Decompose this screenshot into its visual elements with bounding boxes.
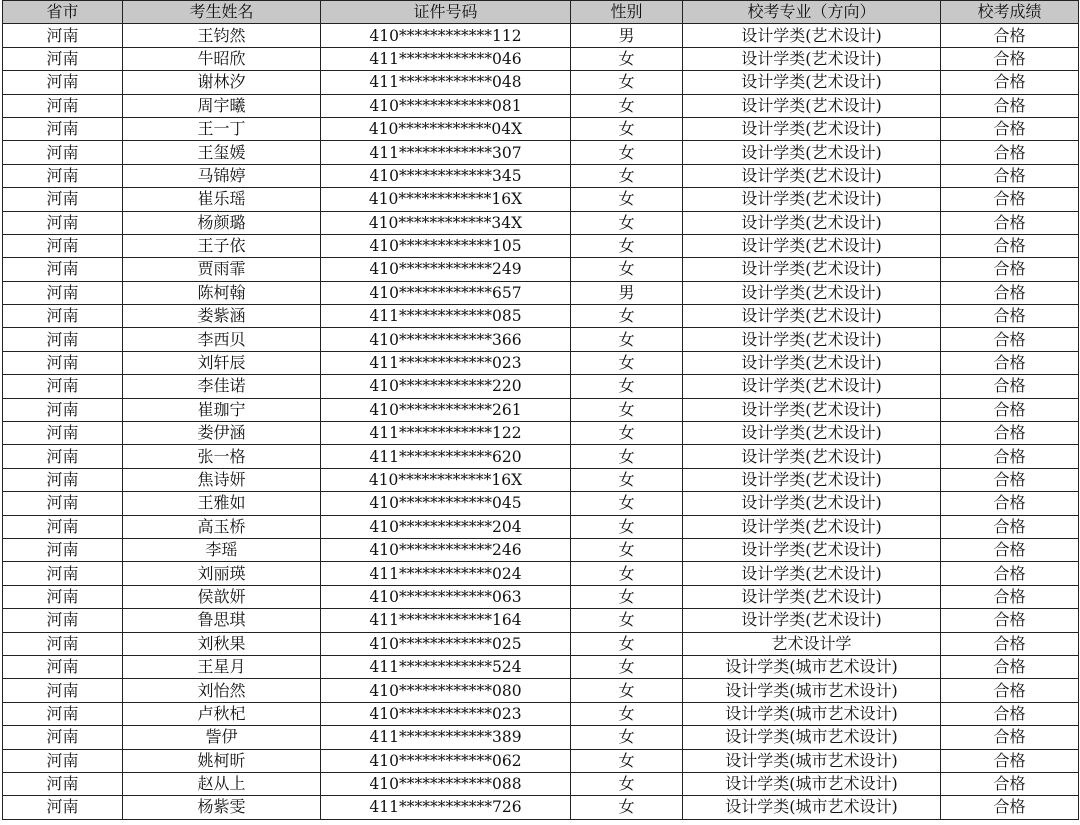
cell-province: 河南 — [3, 422, 123, 445]
cell-gender: 女 — [571, 422, 683, 445]
cell-candidate-name: 高玉桥 — [123, 515, 321, 538]
cell-gender: 女 — [571, 328, 683, 351]
cell-id-number: 410************16X — [321, 188, 571, 211]
cell-score: 合格 — [941, 398, 1079, 421]
table-row — [3, 515, 1079, 538]
cell-id-number: 410************045 — [321, 492, 571, 515]
cell-major: 设计学类(艺术设计) — [683, 141, 941, 164]
cell-gender: 女 — [571, 772, 683, 795]
cell-score: 合格 — [941, 702, 1079, 725]
table-row — [3, 796, 1079, 819]
cell-gender: 女 — [571, 538, 683, 561]
cell-id-number: 411************164 — [321, 609, 571, 632]
table-row — [3, 305, 1079, 328]
cell-gender: 女 — [571, 47, 683, 70]
cell-major: 设计学类(艺术设计) — [683, 375, 941, 398]
cell-score: 合格 — [941, 117, 1079, 140]
cell-candidate-name: 赵从上 — [123, 772, 321, 795]
cell-id-number: 410************062 — [321, 749, 571, 772]
cell-score: 合格 — [941, 305, 1079, 328]
table-row — [3, 609, 1079, 632]
cell-major: 设计学类(艺术设计) — [683, 538, 941, 561]
table-row — [3, 211, 1079, 234]
cell-gender: 女 — [571, 655, 683, 678]
cell-score: 合格 — [941, 679, 1079, 702]
cell-score: 合格 — [941, 351, 1079, 374]
header-candidate-name: 考生姓名 — [123, 1, 321, 24]
table-row — [3, 258, 1079, 281]
cell-score: 合格 — [941, 726, 1079, 749]
table-row — [3, 468, 1079, 491]
cell-gender: 女 — [571, 211, 683, 234]
cell-id-number: 410************366 — [321, 328, 571, 351]
cell-id-number: 411************046 — [321, 47, 571, 70]
cell-score: 合格 — [941, 538, 1079, 561]
table-row — [3, 281, 1079, 304]
cell-province: 河南 — [3, 796, 123, 819]
cell-score: 合格 — [941, 141, 1079, 164]
cell-major: 设计学类(艺术设计) — [683, 305, 941, 328]
cell-gender: 女 — [571, 702, 683, 725]
cell-province: 河南 — [3, 585, 123, 608]
cell-id-number: 411************524 — [321, 655, 571, 678]
cell-gender: 女 — [571, 515, 683, 538]
cell-candidate-name: 鲁思琪 — [123, 609, 321, 632]
cell-province: 河南 — [3, 141, 123, 164]
cell-gender: 女 — [571, 305, 683, 328]
cell-candidate-name: 訾伊 — [123, 726, 321, 749]
cell-candidate-name: 李西贝 — [123, 328, 321, 351]
cell-major: 设计学类(艺术设计) — [683, 234, 941, 257]
cell-major: 设计学类(艺术设计) — [683, 562, 941, 585]
table-row — [3, 632, 1079, 655]
header-score: 校考成绩 — [941, 1, 1079, 24]
table-row — [3, 422, 1079, 445]
cell-province: 河南 — [3, 609, 123, 632]
table-row — [3, 234, 1079, 257]
cell-score: 合格 — [941, 234, 1079, 257]
cell-candidate-name: 李瑶 — [123, 538, 321, 561]
cell-candidate-name: 谢林汐 — [123, 71, 321, 94]
cell-candidate-name: 杨颜璐 — [123, 211, 321, 234]
cell-score: 合格 — [941, 328, 1079, 351]
cell-province: 河南 — [3, 515, 123, 538]
cell-gender: 女 — [571, 492, 683, 515]
header-id-number: 证件号码 — [321, 1, 571, 24]
cell-major: 设计学类(艺术设计) — [683, 585, 941, 608]
table-row — [3, 562, 1079, 585]
table-row — [3, 117, 1079, 140]
cell-gender: 女 — [571, 258, 683, 281]
cell-score: 合格 — [941, 749, 1079, 772]
cell-province: 河南 — [3, 351, 123, 374]
cell-province: 河南 — [3, 702, 123, 725]
cell-score: 合格 — [941, 562, 1079, 585]
cell-score: 合格 — [941, 796, 1079, 819]
table-row — [3, 772, 1079, 795]
cell-id-number: 410************023 — [321, 702, 571, 725]
table-row — [3, 445, 1079, 468]
cell-candidate-name: 崔乐瑶 — [123, 188, 321, 211]
cell-score: 合格 — [941, 281, 1079, 304]
cell-score: 合格 — [941, 515, 1079, 538]
cell-id-number: 410************249 — [321, 258, 571, 281]
cell-province: 河南 — [3, 726, 123, 749]
cell-id-number: 410************105 — [321, 234, 571, 257]
cell-id-number: 410************220 — [321, 375, 571, 398]
cell-province: 河南 — [3, 538, 123, 561]
cell-province: 河南 — [3, 305, 123, 328]
cell-id-number: 411************726 — [321, 796, 571, 819]
cell-major: 设计学类(艺术设计) — [683, 351, 941, 374]
cell-id-number: 411************122 — [321, 422, 571, 445]
cell-candidate-name: 刘秋果 — [123, 632, 321, 655]
cell-score: 合格 — [941, 655, 1079, 678]
table-row — [3, 726, 1079, 749]
cell-province: 河南 — [3, 632, 123, 655]
cell-candidate-name: 王一丁 — [123, 117, 321, 140]
cell-province: 河南 — [3, 211, 123, 234]
cell-province: 河南 — [3, 679, 123, 702]
cell-score: 合格 — [941, 24, 1079, 47]
cell-candidate-name: 陈柯翰 — [123, 281, 321, 304]
table-row — [3, 351, 1079, 374]
cell-major: 设计学类(艺术设计) — [683, 24, 941, 47]
header-major: 校考专业（方向） — [683, 1, 941, 24]
cell-id-number: 411************085 — [321, 305, 571, 328]
cell-id-number: 411************024 — [321, 562, 571, 585]
cell-id-number: 410************080 — [321, 679, 571, 702]
cell-candidate-name: 王星月 — [123, 655, 321, 678]
cell-major: 设计学类(城市艺术设计) — [683, 655, 941, 678]
cell-gender: 女 — [571, 141, 683, 164]
cell-major: 设计学类(艺术设计) — [683, 398, 941, 421]
cell-province: 河南 — [3, 328, 123, 351]
cell-province: 河南 — [3, 655, 123, 678]
table-row — [3, 47, 1079, 70]
cell-candidate-name: 周宇曦 — [123, 94, 321, 117]
cell-gender: 女 — [571, 188, 683, 211]
cell-major: 设计学类(城市艺术设计) — [683, 772, 941, 795]
cell-major: 设计学类(艺术设计) — [683, 71, 941, 94]
cell-major: 设计学类(艺术设计) — [683, 94, 941, 117]
cell-gender: 男 — [571, 24, 683, 47]
cell-gender: 女 — [571, 398, 683, 421]
cell-score: 合格 — [941, 468, 1079, 491]
cell-score: 合格 — [941, 445, 1079, 468]
cell-province: 河南 — [3, 749, 123, 772]
table-row — [3, 679, 1079, 702]
cell-major: 设计学类(艺术设计) — [683, 211, 941, 234]
cell-province: 河南 — [3, 375, 123, 398]
table-body — [3, 24, 1079, 819]
cell-candidate-name: 杨紫雯 — [123, 796, 321, 819]
table-row — [3, 24, 1079, 47]
cell-candidate-name: 张一格 — [123, 445, 321, 468]
cell-major: 设计学类(艺术设计) — [683, 609, 941, 632]
cell-score: 合格 — [941, 492, 1079, 515]
cell-major: 设计学类(艺术设计) — [683, 468, 941, 491]
cell-score: 合格 — [941, 609, 1079, 632]
cell-major: 艺术设计学 — [683, 632, 941, 655]
cell-id-number: 411************389 — [321, 726, 571, 749]
cell-id-number: 411************307 — [321, 141, 571, 164]
table-row — [3, 375, 1079, 398]
table-row — [3, 141, 1079, 164]
cell-major: 设计学类(艺术设计) — [683, 258, 941, 281]
cell-province: 河南 — [3, 24, 123, 47]
cell-gender: 女 — [571, 562, 683, 585]
cell-score: 合格 — [941, 47, 1079, 70]
cell-id-number: 410************657 — [321, 281, 571, 304]
cell-score: 合格 — [941, 632, 1079, 655]
cell-candidate-name: 刘丽瑛 — [123, 562, 321, 585]
cell-gender: 女 — [571, 796, 683, 819]
header-province: 省市 — [3, 1, 123, 24]
cell-province: 河南 — [3, 94, 123, 117]
cell-score: 合格 — [941, 772, 1079, 795]
cell-score: 合格 — [941, 211, 1079, 234]
cell-province: 河南 — [3, 492, 123, 515]
cell-major: 设计学类(艺术设计) — [683, 188, 941, 211]
cell-major: 设计学类(艺术设计) — [683, 164, 941, 187]
cell-gender: 女 — [571, 468, 683, 491]
table-row — [3, 749, 1079, 772]
cell-id-number: 410************34X — [321, 211, 571, 234]
cell-major: 设计学类(艺术设计) — [683, 281, 941, 304]
cell-score: 合格 — [941, 585, 1079, 608]
cell-candidate-name: 焦诗妍 — [123, 468, 321, 491]
cell-candidate-name: 刘轩辰 — [123, 351, 321, 374]
cell-major: 设计学类(城市艺术设计) — [683, 726, 941, 749]
cell-id-number: 411************620 — [321, 445, 571, 468]
cell-gender: 女 — [571, 445, 683, 468]
cell-id-number: 410************16X — [321, 468, 571, 491]
cell-score: 合格 — [941, 258, 1079, 281]
cell-score: 合格 — [941, 71, 1079, 94]
cell-gender: 女 — [571, 164, 683, 187]
table-row — [3, 398, 1079, 421]
cell-gender: 女 — [571, 609, 683, 632]
cell-gender: 女 — [571, 679, 683, 702]
cell-gender: 女 — [571, 351, 683, 374]
cell-gender: 女 — [571, 234, 683, 257]
cell-major: 设计学类(艺术设计) — [683, 422, 941, 445]
cell-gender: 男 — [571, 281, 683, 304]
cell-major: 设计学类(艺术设计) — [683, 117, 941, 140]
cell-province: 河南 — [3, 234, 123, 257]
cell-id-number: 410************04X — [321, 117, 571, 140]
cell-id-number: 410************088 — [321, 772, 571, 795]
table-header-row — [3, 1, 1079, 24]
cell-score: 合格 — [941, 164, 1079, 187]
cell-id-number: 410************204 — [321, 515, 571, 538]
table-row — [3, 188, 1079, 211]
cell-candidate-name: 崔珈宁 — [123, 398, 321, 421]
cell-id-number: 410************345 — [321, 164, 571, 187]
cell-gender: 女 — [571, 585, 683, 608]
cell-province: 河南 — [3, 468, 123, 491]
cell-candidate-name: 侯歆妍 — [123, 585, 321, 608]
cell-major: 设计学类(艺术设计) — [683, 515, 941, 538]
table-row — [3, 538, 1079, 561]
cell-gender: 女 — [571, 749, 683, 772]
cell-id-number: 410************081 — [321, 94, 571, 117]
cell-score: 合格 — [941, 188, 1079, 211]
table-row — [3, 71, 1079, 94]
cell-major: 设计学类(艺术设计) — [683, 492, 941, 515]
cell-province: 河南 — [3, 164, 123, 187]
cell-candidate-name: 贾雨霏 — [123, 258, 321, 281]
table-row — [3, 328, 1079, 351]
results-table — [2, 0, 1079, 820]
table-row — [3, 585, 1079, 608]
cell-candidate-name: 马锦婷 — [123, 164, 321, 187]
cell-score: 合格 — [941, 375, 1079, 398]
cell-gender: 女 — [571, 117, 683, 140]
header-gender: 性别 — [571, 1, 683, 24]
cell-candidate-name: 王钧然 — [123, 24, 321, 47]
cell-major: 设计学类(城市艺术设计) — [683, 749, 941, 772]
cell-candidate-name: 卢秋杞 — [123, 702, 321, 725]
cell-candidate-name: 王雅如 — [123, 492, 321, 515]
cell-gender: 女 — [571, 726, 683, 749]
cell-major: 设计学类(艺术设计) — [683, 47, 941, 70]
cell-province: 河南 — [3, 188, 123, 211]
cell-province: 河南 — [3, 281, 123, 304]
cell-id-number: 410************063 — [321, 585, 571, 608]
table-row — [3, 702, 1079, 725]
cell-major: 设计学类(城市艺术设计) — [683, 702, 941, 725]
cell-candidate-name: 娄伊涵 — [123, 422, 321, 445]
cell-candidate-name: 王玺媛 — [123, 141, 321, 164]
cell-province: 河南 — [3, 562, 123, 585]
cell-id-number: 410************261 — [321, 398, 571, 421]
cell-candidate-name: 娄紫涵 — [123, 305, 321, 328]
table-row — [3, 655, 1079, 678]
cell-province: 河南 — [3, 398, 123, 421]
cell-id-number: 411************023 — [321, 351, 571, 374]
cell-candidate-name: 刘怡然 — [123, 679, 321, 702]
cell-province: 河南 — [3, 47, 123, 70]
table-row — [3, 94, 1079, 117]
cell-major: 设计学类(城市艺术设计) — [683, 679, 941, 702]
cell-candidate-name: 姚柯昕 — [123, 749, 321, 772]
cell-score: 合格 — [941, 422, 1079, 445]
table-row — [3, 164, 1079, 187]
cell-candidate-name: 李佳诺 — [123, 375, 321, 398]
cell-score: 合格 — [941, 94, 1079, 117]
table-row — [3, 492, 1079, 515]
cell-province: 河南 — [3, 258, 123, 281]
cell-candidate-name: 王子依 — [123, 234, 321, 257]
cell-gender: 女 — [571, 632, 683, 655]
cell-province: 河南 — [3, 117, 123, 140]
cell-province: 河南 — [3, 445, 123, 468]
cell-province: 河南 — [3, 71, 123, 94]
cell-id-number: 410************246 — [321, 538, 571, 561]
cell-major: 设计学类(城市艺术设计) — [683, 796, 941, 819]
cell-major: 设计学类(艺术设计) — [683, 328, 941, 351]
cell-id-number: 410************025 — [321, 632, 571, 655]
cell-province: 河南 — [3, 772, 123, 795]
cell-id-number: 410************112 — [321, 24, 571, 47]
cell-major: 设计学类(艺术设计) — [683, 445, 941, 468]
cell-gender: 女 — [571, 71, 683, 94]
cell-id-number: 411************048 — [321, 71, 571, 94]
cell-gender: 女 — [571, 94, 683, 117]
cell-candidate-name: 牛昭欣 — [123, 47, 321, 70]
cell-gender: 女 — [571, 375, 683, 398]
